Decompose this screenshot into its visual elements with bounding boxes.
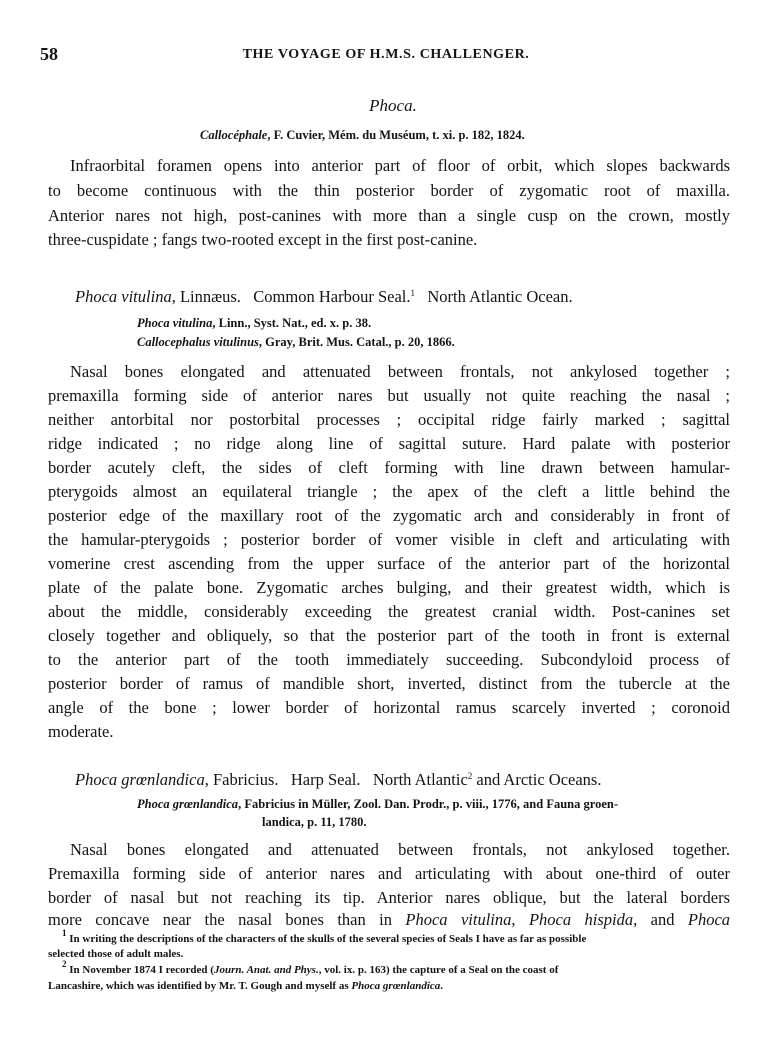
species-text-line: angle of the bone ; lower border of horizontal ramus scarcely inverted ; coronoid bbox=[48, 698, 730, 717]
footnote-mark: 1 bbox=[410, 288, 415, 298]
species-text-line: Nasal bones elongated and attenuated between frontals, not ankylosed together. bbox=[70, 840, 730, 859]
footnote-1-cont: selected those of adult males. bbox=[48, 948, 184, 960]
species-reference: Phoca vitulina, Linn., Syst. Nat., ed. x. p. 38. bbox=[137, 316, 372, 330]
species-reference-cont: landica, p. 11, 1780. bbox=[262, 815, 367, 829]
species-reference: Callocephalus vitulinus, Gray, Brit. Mus. Catal., p. 20, 1866. bbox=[137, 335, 455, 349]
common-name: Common Harbour Seal. bbox=[253, 287, 411, 306]
species-text-line: more concave near the nasal bones than in Phoca vitulina, Phoca hispida, and Phoca bbox=[48, 910, 731, 929]
species-text-line: premaxilla forming side of anterior nares but usually not quite reaching the nasal ; bbox=[48, 386, 730, 405]
footnote-mark: 2 bbox=[62, 959, 67, 969]
species-name: Phoca vitulina bbox=[75, 287, 172, 306]
footnote-mark: 2 bbox=[467, 771, 473, 781]
species-text-line: plate of the palate bone. Zygomatic arches bulging, and their greatest width, which is bbox=[48, 578, 730, 597]
species-text-line: closely together and obliquely, so that the posterior part of the tooth in front is external bbox=[48, 626, 730, 645]
species-text-line: about the middle, considerably exceeding the greatest cranial width. Post-canines set bbox=[48, 602, 730, 621]
species-text-line: neither antorbital nor postorbital processes ; occipital ridge fairly marked ; sagittal bbox=[48, 410, 730, 429]
genus-text-line: Anterior nares not high, post-canines with more than a single cusp on the crown, mostly bbox=[48, 206, 730, 225]
footnote-2: $^2$ In November 1874 I recorded (Journ. Anat. and Phys., vol. ix. p. 163) the capture of a Seal on the coast of bbox=[62, 959, 559, 976]
page-header bbox=[40, 44, 732, 68]
species-range: North Atlantic Ocean. bbox=[427, 287, 573, 306]
species-heading: Phoca vitulina, Linnæus. Common Harbour Seal.$^1$ North Atlantic Ocean. bbox=[75, 287, 573, 306]
footnote-2-cont: Lancashire, which was identified by Mr. T. Gough and myself as Phoca grœnlandica. bbox=[48, 980, 444, 992]
species-heading: Phoca grœnlandica, Fabricius. Harp Seal. North Atlantic$^2$ and Arctic Oceans. bbox=[75, 770, 602, 789]
species-range: North Atlantic bbox=[372, 770, 468, 789]
species-text-line: the hamular-pterygoids ; posterior border of vomer visible in cleft and articulating with bbox=[48, 530, 730, 549]
species-text-line: Premaxilla forming side of anterior nares and articulating with about one-third of outer bbox=[48, 864, 730, 883]
species-text-line: posterior edge of the maxillary root of the zygomatic arch and considerably in front of bbox=[48, 506, 730, 525]
genus-text-line: Infraorbital foramen opens into anterior part of floor of orbit, which slopes backwards bbox=[70, 156, 730, 175]
species-text-line: Nasal bones elongated and attenuated between frontals, not ankylosed together ; bbox=[70, 362, 730, 381]
species-text-line: to the anterior part of the tooth immediately succeeding. Subcondyloid process of bbox=[48, 650, 730, 669]
genus-synonym: Callocéphale, F. Cuvier, Mém. du Muséum, t. xi. p. 182, 1824. bbox=[200, 128, 525, 142]
footnote-1: $^1$ In writing the descriptions of the characters of the skulls of the several species of Seals I have as far as possible bbox=[62, 928, 587, 945]
species-text-line: border acutely cleft, the sides of cleft forming with line drawn between hamular- bbox=[48, 458, 730, 477]
common-name: Harp Seal. bbox=[290, 770, 361, 789]
species-text-line: vomerine crest ascending from the upper surface of the anterior part of the horizontal bbox=[48, 554, 730, 573]
running-title: THE VOYAGE OF H.M.S. CHALLENGER. bbox=[242, 47, 530, 62]
genus-heading bbox=[0, 96, 776, 116]
genus-title: Phoca. bbox=[369, 96, 417, 115]
species-name: Phoca grœnlandica bbox=[75, 770, 205, 789]
species-text-line: posterior border of ramus of mandible short, inverted, distinct from the tubercle at the bbox=[48, 674, 730, 693]
species-text-line: border of nasal but not reaching its tip. Anterior nares oblique, but the lateral borders bbox=[48, 888, 730, 907]
genus-text-line: three-cuspidate ; fangs two-rooted except in the first post-canine. bbox=[48, 230, 478, 249]
species-text-line: ridge indicated ; no ridge along line of sagittal suture. Hard palate with posterior bbox=[48, 434, 730, 453]
species-text-line: pterygoids almost an equilateral triangle ; the apex of the cleft a little behind the bbox=[48, 482, 730, 501]
species-reference: Phoca grœnlandica, Fabricius in Müller, Zool. Dan. Prodr., p. viii., 1776, and Fauna groen- bbox=[137, 797, 618, 811]
species-text-line: moderate. bbox=[48, 722, 114, 741]
genus-text-line: to become continuous with the thin posterior border of zygomatic root of maxilla. bbox=[48, 181, 730, 200]
page-number: 58 bbox=[40, 44, 58, 64]
footnote-mark: 1 bbox=[62, 928, 67, 938]
